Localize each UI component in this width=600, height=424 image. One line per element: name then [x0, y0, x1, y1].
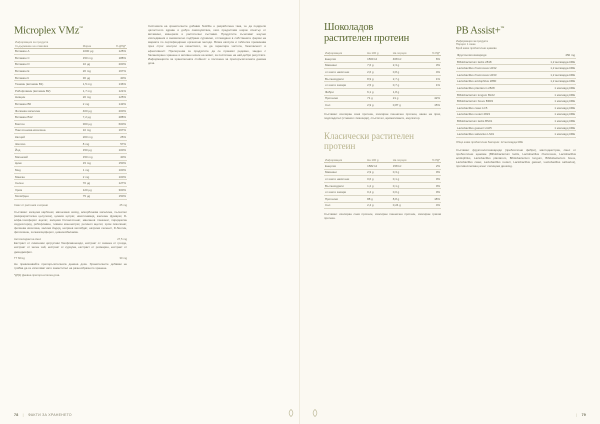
- table-cell: 75 µg: [82, 193, 105, 200]
- table-cell: 450 mg: [529, 52, 576, 58]
- table-cell: Lactobacillus reuteri 2823: [456, 111, 529, 118]
- table-cell: 0%: [422, 182, 441, 189]
- table-row: [324, 195, 441, 202]
- table-cell: 70 µg: [82, 180, 105, 187]
- table-cell: Сол: [324, 102, 366, 109]
- table-cell: Калций: [14, 134, 82, 141]
- table-cell: 2,9 g: [366, 169, 392, 176]
- table-row: [324, 162, 441, 169]
- table-cell: 42%: [422, 95, 441, 102]
- table-cell: 158 kJ: [392, 162, 422, 169]
- table-row: [456, 58, 576, 65]
- table-row: [14, 61, 127, 68]
- table-cell: Bifidobacterium breve BR03: [456, 98, 529, 105]
- table-cell: Витамин К: [14, 74, 82, 81]
- table-cell: 0,6 g: [366, 176, 392, 183]
- table-cell: Молибден: [14, 193, 82, 200]
- last-line: ТТ 60mg 30 mg: [14, 256, 127, 260]
- table-cell: 100%: [105, 173, 127, 180]
- table-cell: 8 mg: [82, 140, 105, 147]
- left-page: [0, 0, 299, 424]
- table-cell: 1 милиард КФЕ: [529, 98, 576, 105]
- table-cell: 1 mg: [82, 167, 105, 174]
- table-cell: 150%: [105, 193, 127, 200]
- table-cell: Lactobacillus acidophilus 2880: [456, 78, 529, 85]
- microplex-table: [14, 40, 127, 201]
- table-row: [14, 88, 127, 95]
- table-header: Информация за продукта Съдържание на опаковка Мярка % ДПД*: [15, 39, 126, 48]
- table-cell: 1 милиард КФЕ: [529, 91, 576, 98]
- table-cell: 150 µg: [82, 147, 105, 154]
- table-cell: 0,4 g: [366, 189, 392, 196]
- table-cell: 0,0 g: [392, 189, 422, 196]
- table-row: [324, 169, 441, 176]
- table-cell: 1%: [422, 82, 441, 89]
- table-row: [14, 55, 127, 62]
- table-cell: от които захари: [324, 82, 366, 89]
- table-row: [14, 147, 127, 154]
- table-cell: 0%: [422, 189, 441, 196]
- table-cell: 1 милиард КФЕ: [529, 105, 576, 112]
- table-row: [456, 72, 576, 79]
- choc-protein-section: [324, 22, 441, 220]
- table-cell: 0,87 g: [392, 102, 422, 109]
- choc-note: Съставки: изолиран соев протеин, изолиран пшеничен протеин, какао на прах, подсладител (стевиол гликозиди), сгъстител, ароматизанти, емулгатор.: [324, 111, 441, 120]
- table-cell: 1000 µg: [82, 48, 105, 55]
- table-cell: 20 mg: [82, 94, 105, 101]
- table-cell: 0,7 g: [392, 82, 422, 89]
- choc-protein-title: Шоколадов растителен протеин: [324, 22, 410, 44]
- table-cell: [422, 88, 441, 95]
- table-cell: 20 mg: [82, 68, 105, 75]
- table-cell: 2,9 g: [366, 102, 392, 109]
- table-cell: 1,8 g: [392, 88, 422, 95]
- table-cell: Сол: [324, 202, 366, 209]
- table-cell: Мазнини: [324, 169, 366, 176]
- table-cell: 1 милиард КФЕ: [529, 131, 576, 138]
- table-cell: Lactobacillus plantarum 2828: [456, 85, 529, 92]
- table-cell: 25%: [105, 134, 127, 141]
- table-row: [14, 68, 127, 75]
- table-cell: Йод: [14, 147, 82, 154]
- table-cell: Lactobacillus gasseri LG05: [456, 124, 529, 131]
- table-row: [324, 82, 441, 89]
- table-cell: 167%: [105, 68, 127, 75]
- table-cell: 1 милиард КФЕ: [529, 124, 576, 131]
- table-cell: 125%: [105, 94, 127, 101]
- table-cell: Витамин С: [14, 55, 82, 62]
- table-cell: 1,7 mg: [82, 88, 105, 95]
- table-cell: Енергия: [324, 56, 366, 63]
- table-cell: 10 µg: [82, 61, 105, 68]
- table-cell: Селен: [14, 180, 82, 187]
- table-row: [14, 186, 127, 193]
- table-row: [456, 124, 576, 131]
- extra-line: Антиоксидантна смес 27,5 mg: [14, 237, 127, 241]
- pb-head: Информация за продукта Порция: 1 саше Брой живи пробиотични щамове: [456, 39, 497, 50]
- table-row: [456, 118, 576, 125]
- table-cell: 468 kJ: [392, 56, 422, 63]
- table-cell: 150 mg: [82, 55, 105, 62]
- table-row: [14, 167, 127, 174]
- table-row: [324, 102, 441, 109]
- table-cell: Мазнини: [324, 62, 366, 69]
- table-row: [14, 180, 127, 187]
- table-row: [324, 182, 441, 189]
- table-row: [14, 154, 127, 161]
- table-cell: 40%: [105, 74, 127, 81]
- table-cell: 1,2 милиарда КФЕ: [529, 78, 576, 85]
- table-cell: 300 µg: [82, 121, 105, 128]
- table-cell: 100%: [105, 167, 127, 174]
- pb-note: Съставки: фруктоолигозахариди (пребиотични фибри), малтодекстрин, смес от пробиотични щамове (Bifidobacterium lactis, Lactobacillus rhamnosus, Lactobacillus acidophilus, Lactobacillus plantarum, Bifidobacterium longum, Bifidobacterium breve, Lactobacillus casei, Lactobacillus reuteri, Lactobacillus gasseri, Lactobacillus salivarius), противослепващ агент силициев диоксид.: [456, 147, 576, 169]
- table-cell: 136%: [105, 81, 127, 88]
- plain-note: Съставки: изолиран соев протеин, изолиран пшеничен протеин, изолиран грахов протеин.: [324, 212, 441, 221]
- microplex-section: [14, 22, 127, 277]
- table-cell: от които захари: [324, 189, 366, 196]
- table-cell: 150%: [105, 160, 127, 167]
- table-cell: 71 g: [366, 95, 392, 102]
- table-cell: 1,2 g: [366, 182, 392, 189]
- table-cell: Bifidobacterium longum BL02: [456, 91, 529, 98]
- table-cell: 0,24 g: [392, 202, 422, 209]
- table-cell: Биотин: [14, 121, 82, 128]
- table-row: [456, 78, 576, 85]
- table-cell: 120 µg: [82, 186, 105, 193]
- plain-protein-title: Класически растителен протеин: [324, 130, 414, 151]
- table-cell: 1560 kJ: [366, 56, 392, 63]
- table-row: [14, 160, 127, 167]
- table-cell: 200 mg: [82, 134, 105, 141]
- table-row: [14, 121, 127, 128]
- table-cell: Енергия: [324, 162, 366, 169]
- table-cell: 2,4 g: [366, 202, 392, 209]
- table-cell: 2 mg: [82, 101, 105, 108]
- table-cell: 2,5 g: [366, 82, 392, 89]
- table-cell: Витамин В6: [14, 101, 82, 108]
- table-cell: 143%: [105, 101, 127, 108]
- table-cell: 1582 kJ: [366, 162, 392, 169]
- left-body-text: Системата на хранителните добавки Nutrilite е разработена така, че да подкрепя цялостното здраве и добро самочувствие, като предоставя широк спектър от витамини, минерали и растителни съставки. Продуктите съчетават научни изследвания и внимателно подбрани суровини, отглеждани в собствените ферми на марката по сертифицирани органични методи. Всяка капсула и таблетка преминава през строг контрол на качеството, за да гарантира чистота, безопасност и ефективност. Препоръчва се продуктите да се приемат редовно, заедно с балансирано хранене и активен начин на живот, за постигане на най-добри резултати. Информацията за хранителната стойност е посочена за препоръчителната дневна доза.: [148, 24, 266, 65]
- table-row: [14, 134, 127, 141]
- table-cell: 0%: [422, 169, 441, 176]
- table-cell: 125%: [105, 48, 127, 55]
- table-cell: Фибри: [324, 88, 366, 95]
- table-row: [324, 95, 441, 102]
- table-row: [456, 111, 576, 118]
- table-cell: 8,8 g: [392, 195, 422, 202]
- table-cell: Тиамин (витамин В1): [14, 81, 82, 88]
- table-cell: Ниацин: [14, 94, 82, 101]
- table-cell: 4%: [422, 202, 441, 209]
- right-page: [300, 0, 600, 424]
- table-row: [324, 69, 441, 76]
- table-cell: Витамин Е: [14, 68, 82, 75]
- table-cell: 0,8 g: [392, 69, 422, 76]
- table-cell: 1 милиард КФЕ: [529, 85, 576, 92]
- table-cell: 1 милиард КФЕ: [529, 118, 576, 125]
- table-row: [14, 107, 127, 114]
- table-row: [324, 56, 441, 63]
- table-cell: 2%: [422, 162, 441, 169]
- table-cell: Въглехидрати: [324, 75, 366, 82]
- ingredients-note: Съставки: калциев карбонат, магнезиев оксид, аскорбинова киселина, пълнител (микрокристална целулоза), цинков цитрат, никотинамид, железен фумарат, D-алфа-токоферил ацетат, калциев D-пантотенат, манганов глюконат, пиридоксин хидрохлорид, рибофлавин, тиамин мононитрат, ретинил ацетат, хром пиколинат, фолиева киселина, калиев йодид, натриев молибдат, натриев селенит, D-биотин, филохинон, холекалциферол, цианокобаламин.: [14, 209, 127, 235]
- table-cell: Lactobacillus salivarius LS01: [456, 131, 529, 138]
- table-cell: 0,3 g: [392, 169, 422, 176]
- pb-assist-title: PB Assist+™: [456, 25, 505, 37]
- microplex-title: Microplex VMz™: [14, 25, 83, 37]
- table-cell: Въглехидрати: [324, 182, 366, 189]
- table-cell: 200%: [105, 107, 127, 114]
- table-cell: Хром: [14, 186, 82, 193]
- table-cell: 18%: [422, 195, 441, 202]
- table-cell: 127%: [105, 180, 127, 187]
- table-cell: 3%: [422, 62, 441, 69]
- choc-protein-table: Информация На 100 g На порция % РД* Енергия 1560 kJ 468 kJ 6% Мазнини 7,6 g 2,3 g 3% от които наситени 2,6 g 0,8 g 4% Въглехидрати 8,9 g 2,7 g 1% от които захари 2,5 g 0,7 g 1% Фибри 6,1 g 1,8 g Протеини 71 g 21 g 42% Сол 2,9 g 0,87 g 15%: [324, 48, 441, 109]
- table-cell: от които наситени: [324, 69, 366, 76]
- footnote: *ДПД: Дневна препоръчителна доза.: [14, 273, 60, 277]
- table-cell: 7,6 g: [366, 62, 392, 69]
- table-cell: 6%: [422, 56, 441, 63]
- extra-note: Екстракт от лимонови цитрусови биофлавоноиди, екстракт от семена от грозде, екстракт от зелен чай, екстракт от куркума, екстракт от розмарин, екстракт от джинджифил.: [14, 241, 127, 254]
- serving-line: Смес от растения и корени 25 mg: [14, 204, 127, 208]
- table-cell: 30 µg: [82, 74, 105, 81]
- table-cell: 1,2 милиарда КФЕ: [529, 65, 576, 72]
- table-cell: Цинк: [14, 160, 82, 167]
- table-cell: 150 mg: [82, 154, 105, 161]
- table-cell: Желязо: [14, 140, 82, 147]
- table-cell: Манган: [14, 173, 82, 180]
- table-cell: 2,3 g: [392, 62, 422, 69]
- table-cell: 7,2 µg: [82, 114, 105, 121]
- table-cell: 0%: [422, 176, 441, 183]
- table-row: [14, 48, 127, 55]
- table-cell: 8,9 g: [366, 75, 392, 82]
- table-row: [456, 85, 576, 92]
- table-cell: Bifidobacterium lactis BS01: [456, 118, 529, 125]
- pb-assist-table: [456, 52, 576, 138]
- table-cell: Фолиева киселина: [14, 107, 82, 114]
- table-row: [14, 193, 127, 200]
- table-row: [324, 189, 441, 196]
- table-row: [456, 131, 576, 138]
- table-cell: Протеини: [324, 195, 366, 202]
- table-row: [14, 140, 127, 147]
- warning-note: Не превишавайте препоръчителната дневна доза. Хранителните добавки не трябва да се използват като заместител на разнообразното хранене.: [14, 262, 127, 271]
- table-cell: Lactobacillus rhamnosus LR32: [456, 65, 529, 72]
- table-cell: 200%: [105, 61, 127, 68]
- table-cell: 15 mg: [82, 160, 105, 167]
- table-cell: 1,2 милиарда КФЕ: [529, 72, 576, 79]
- table-row: [324, 202, 441, 209]
- table-row: [324, 62, 441, 69]
- table-cell: 188%: [105, 55, 127, 62]
- table-cell: 57%: [105, 140, 127, 147]
- table-cell: 21 g: [392, 95, 422, 102]
- table-cell: 4%: [422, 69, 441, 76]
- table-cell: 88 g: [366, 195, 392, 202]
- table-cell: 0,1 g: [392, 176, 422, 183]
- table-cell: Витамин D: [14, 61, 82, 68]
- table-cell: Магнезий: [14, 154, 82, 161]
- table-row: [14, 94, 127, 101]
- table-cell: Lactobacillus rhamnosus LR33: [456, 72, 529, 79]
- table-cell: 40%: [105, 154, 127, 161]
- table-cell: 600%: [105, 121, 127, 128]
- table-row: [324, 88, 441, 95]
- table-row: [14, 74, 127, 81]
- table-cell: Витамин В12: [14, 114, 82, 121]
- pb-assist-section: [456, 22, 576, 168]
- table-row: [14, 114, 127, 121]
- table-cell: Протеини: [324, 95, 366, 102]
- table-cell: Lactobacillus casei LC5: [456, 105, 529, 112]
- table-cell: 1%: [422, 75, 441, 82]
- plain-protein-table: Информация На 100 g На порция % РД* Енергия 1582 kJ 158 kJ 2% Мазнини 2,9 g 0,3 g 0% от които наситени 0,6 g 0,1 g 0% Въглехидрати 1,2 g 0,1 g 0% от които захари 0,4 g 0,0 g 0% Протеини 88 g 8,8 g 18% Сол 2,4 g 0,24 g 4%: [324, 155, 441, 209]
- table-cell: Bifidobacterium lactis 2818: [456, 58, 529, 65]
- table-row: [14, 173, 127, 180]
- table-cell: Мед: [14, 167, 82, 174]
- table-row: [456, 105, 576, 112]
- table-cell: 1 милиард КФЕ: [529, 111, 576, 118]
- table-row: [324, 176, 441, 183]
- table-cell: от които наситени: [324, 176, 366, 183]
- pb-total: Общо живи пробиотични бактерии: 12 милиарда КФЕ: [456, 141, 523, 144]
- leaf-logo-icon: [312, 409, 318, 417]
- table-row: [456, 65, 576, 72]
- table-row: [14, 101, 127, 108]
- table-cell: Витамин А: [14, 48, 82, 55]
- leaf-logo-icon: [288, 409, 294, 417]
- table-row: [456, 91, 576, 98]
- table-row: [14, 127, 127, 134]
- table-row: [324, 75, 441, 82]
- table-cell: 2,6 g: [366, 69, 392, 76]
- table-cell: 1,5 mg: [82, 81, 105, 88]
- table-cell: Рибофлавин (витамин В2): [14, 88, 82, 95]
- table-row: [14, 81, 127, 88]
- table-cell: 121%: [105, 88, 127, 95]
- table-cell: 6,1 g: [366, 88, 392, 95]
- table-cell: 0,1 g: [392, 182, 422, 189]
- left-footer: 78 | ФАКТИ ЗА ХРАНЕНЕТО: [14, 413, 72, 417]
- table-cell: 400 µg: [82, 107, 105, 114]
- table-row: [456, 98, 576, 105]
- table-cell: Пантотенова киселина: [14, 127, 82, 134]
- table-cell: 167%: [105, 127, 127, 134]
- table-cell: 100%: [105, 147, 127, 154]
- right-footer: | 79: [576, 413, 586, 417]
- table-cell: 15%: [422, 102, 441, 109]
- table-cell: 2 mg: [82, 173, 105, 180]
- table-cell: 300%: [105, 186, 127, 193]
- table-cell: Фруктоолигозахариди: [456, 52, 529, 58]
- table-cell: 288%: [105, 114, 127, 121]
- table-cell: 1,2 милиарда КФЕ: [529, 58, 576, 65]
- table-cell: 10 mg: [82, 127, 105, 134]
- table-cell: 2,7 g: [392, 75, 422, 82]
